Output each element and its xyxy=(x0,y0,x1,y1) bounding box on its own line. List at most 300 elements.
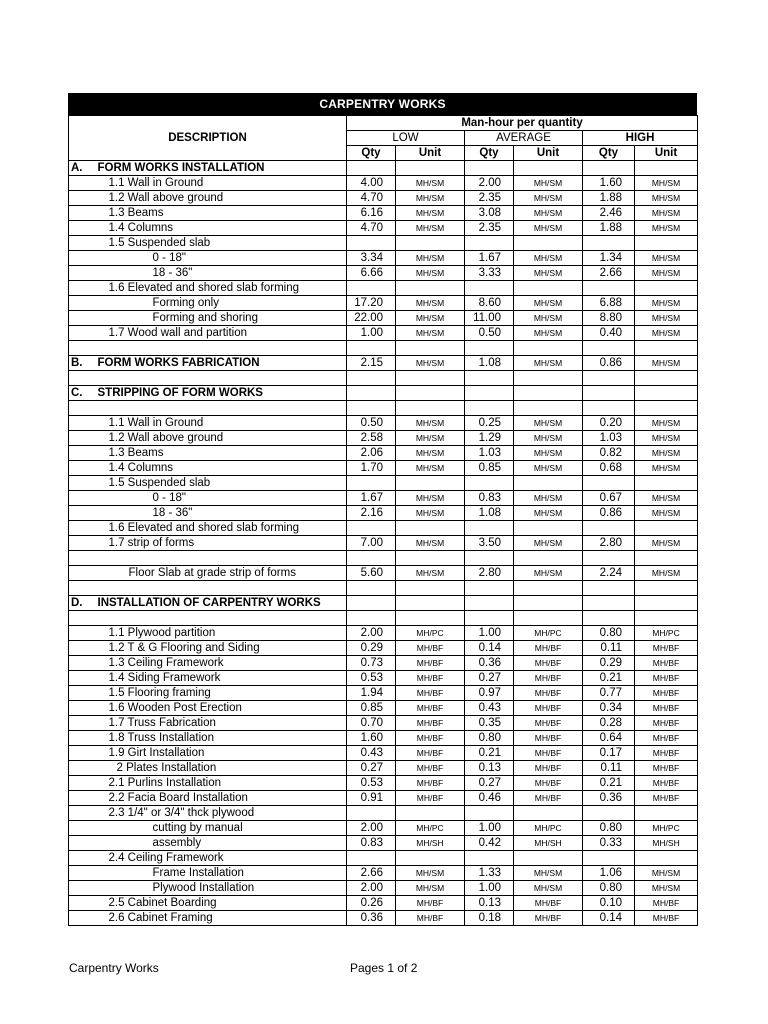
section-row xyxy=(69,356,698,371)
table-row xyxy=(69,641,698,656)
average-unit xyxy=(514,611,583,626)
low-unit: MH/SM xyxy=(396,221,465,236)
section-letter xyxy=(69,521,97,536)
low-qty: 0.53 xyxy=(347,671,396,686)
low-qty xyxy=(347,551,396,566)
high-qty: 0.36 xyxy=(583,791,635,806)
description-text: 2.6 Cabinet Framing xyxy=(108,911,213,924)
average-unit xyxy=(514,236,583,251)
average-qty: 3.08 xyxy=(465,206,514,221)
average-qty: 0.83 xyxy=(465,491,514,506)
high-unit: MH/BF xyxy=(635,911,698,926)
item-description xyxy=(97,416,347,431)
average-qty xyxy=(465,551,514,566)
average-qty: 1.08 xyxy=(465,356,514,371)
high-qty: 0.82 xyxy=(583,446,635,461)
high-qty: 0.29 xyxy=(583,656,635,671)
high-unit: MH/SM xyxy=(635,536,698,551)
high-unit: MH/SM xyxy=(635,416,698,431)
section-letter xyxy=(69,326,97,341)
high-qty: 8.80 xyxy=(583,311,635,326)
average-unit: MH/BF xyxy=(514,791,583,806)
average-unit: MH/BF xyxy=(514,746,583,761)
average-unit: MH/BF xyxy=(514,671,583,686)
table-row xyxy=(69,191,698,206)
average-qty xyxy=(465,386,514,401)
table-row xyxy=(69,281,698,296)
low-unit: MH/SM xyxy=(396,506,465,521)
low-unit: MH/SM xyxy=(396,866,465,881)
high-unit xyxy=(635,596,698,611)
description-text: 1.2 T & G Flooring and Siding xyxy=(108,641,260,654)
high-qty: 0.11 xyxy=(583,761,635,776)
table-row xyxy=(69,581,698,596)
item-description xyxy=(97,176,347,191)
low-qty: 0.36 xyxy=(347,911,396,926)
low-header: LOW xyxy=(347,131,465,146)
high-qty: 0.20 xyxy=(583,416,635,431)
item-description xyxy=(97,656,347,671)
high-qty xyxy=(583,401,635,416)
high-unit: MH/SM xyxy=(635,431,698,446)
high-qty: 1.88 xyxy=(583,191,635,206)
high-qty: 1.88 xyxy=(583,221,635,236)
high-unit-header: Unit xyxy=(635,146,698,161)
average-qty: 3.50 xyxy=(465,536,514,551)
item-description xyxy=(97,731,347,746)
description-text: 2.4 Ceiling Framework xyxy=(108,851,224,864)
high-qty: 0.21 xyxy=(583,776,635,791)
description-text: 1.1 Wall in Ground xyxy=(108,176,204,189)
section-letter xyxy=(69,341,97,356)
high-unit xyxy=(635,161,698,176)
description-text: 2.3 1/4" or 3/4" thck plywood xyxy=(108,806,255,819)
average-qty xyxy=(465,401,514,416)
item-description xyxy=(97,836,347,851)
carpentry-sheet xyxy=(68,93,697,926)
table-row xyxy=(69,746,698,761)
section-letter xyxy=(69,881,97,896)
item-description xyxy=(97,626,347,641)
description-text: 1.5 Suspended slab xyxy=(108,236,211,249)
average-unit: MH/BF xyxy=(514,731,583,746)
low-qty: 1.00 xyxy=(347,326,396,341)
description-text: 1.7 strip of forms xyxy=(108,536,195,549)
high-qty: 2.80 xyxy=(583,536,635,551)
average-qty-header: Qty xyxy=(465,146,514,161)
high-unit: MH/BF xyxy=(635,656,698,671)
average-unit: MH/SM xyxy=(514,446,583,461)
high-unit: MH/BF xyxy=(635,671,698,686)
average-unit: MH/SM xyxy=(514,191,583,206)
low-qty xyxy=(347,806,396,821)
low-unit xyxy=(396,401,465,416)
description-text: 1.3 Ceiling Framework xyxy=(108,656,224,669)
low-qty: 0.29 xyxy=(347,641,396,656)
average-qty xyxy=(465,521,514,536)
description-text: 2.2 Facia Board Installation xyxy=(108,791,248,804)
average-qty: 0.97 xyxy=(465,686,514,701)
high-qty xyxy=(583,386,635,401)
table-row xyxy=(69,536,698,551)
item-description xyxy=(97,776,347,791)
item-description xyxy=(97,761,347,776)
section-letter xyxy=(69,506,97,521)
high-unit: MH/BF xyxy=(635,761,698,776)
low-qty: 0.85 xyxy=(347,701,396,716)
average-qty xyxy=(465,161,514,176)
high-qty xyxy=(583,341,635,356)
low-unit-header: Unit xyxy=(396,146,465,161)
section-letter xyxy=(69,431,97,446)
description-text: FORM WORKS FABRICATION xyxy=(97,356,260,369)
high-unit xyxy=(635,611,698,626)
low-qty xyxy=(347,341,396,356)
description-text: 1.2 Wall above ground xyxy=(108,191,224,204)
average-qty xyxy=(465,371,514,386)
section-letter xyxy=(69,236,97,251)
table-row xyxy=(69,296,698,311)
description-text: 2.5 Cabinet Boarding xyxy=(108,896,217,909)
average-qty: 0.13 xyxy=(465,761,514,776)
section-letter xyxy=(69,446,97,461)
low-qty: 0.53 xyxy=(347,776,396,791)
low-unit: MH/SM xyxy=(396,446,465,461)
average-qty: 2.35 xyxy=(465,191,514,206)
low-qty: 0.43 xyxy=(347,746,396,761)
section-row xyxy=(69,161,698,176)
low-unit: MH/SM xyxy=(396,356,465,371)
low-qty xyxy=(347,371,396,386)
high-qty: 0.21 xyxy=(583,671,635,686)
high-qty xyxy=(583,611,635,626)
high-unit: MH/BF xyxy=(635,791,698,806)
low-unit: MH/SM xyxy=(396,566,465,581)
item-description xyxy=(97,371,347,386)
average-qty: 0.35 xyxy=(465,716,514,731)
section-title xyxy=(97,386,347,401)
item-description xyxy=(97,611,347,626)
low-qty: 0.73 xyxy=(347,656,396,671)
item-description xyxy=(97,716,347,731)
table-row xyxy=(69,671,698,686)
section-letter xyxy=(69,476,97,491)
high-unit: MH/SM xyxy=(635,866,698,881)
section-letter xyxy=(69,461,97,476)
description-text: 1.5 Flooring framing xyxy=(108,686,211,699)
section-letter xyxy=(69,896,97,911)
section-title xyxy=(97,161,347,176)
sheet-title: CARPENTRY WORKS xyxy=(68,93,697,115)
item-description xyxy=(97,791,347,806)
high-unit: MH/SM xyxy=(635,221,698,236)
average-unit: MH/SM xyxy=(514,251,583,266)
low-qty: 3.34 xyxy=(347,251,396,266)
low-qty: 1.67 xyxy=(347,491,396,506)
low-qty: 2.00 xyxy=(347,881,396,896)
section-letter xyxy=(69,866,97,881)
high-unit: MH/BF xyxy=(635,701,698,716)
description-text: 1.4 Siding Framework xyxy=(108,671,221,684)
low-qty xyxy=(347,401,396,416)
table-row xyxy=(69,701,698,716)
table-row xyxy=(69,551,698,566)
average-qty: 0.42 xyxy=(465,836,514,851)
table-row xyxy=(69,656,698,671)
average-unit xyxy=(514,281,583,296)
low-qty-header: Qty xyxy=(347,146,396,161)
table-row xyxy=(69,251,698,266)
section-letter xyxy=(69,401,97,416)
high-unit: MH/SM xyxy=(635,461,698,476)
description-text: 1.8 Truss Installation xyxy=(108,731,214,744)
section-letter xyxy=(69,296,97,311)
table-row xyxy=(69,431,698,446)
high-unit xyxy=(635,521,698,536)
low-qty xyxy=(347,851,396,866)
high-qty: 0.33 xyxy=(583,836,635,851)
average-unit: MH/SM xyxy=(514,431,583,446)
high-qty: 2.46 xyxy=(583,206,635,221)
table-row xyxy=(69,311,698,326)
low-qty xyxy=(347,581,396,596)
description-text: STRIPPING OF FORM WORKS xyxy=(97,386,263,399)
average-qty: 2.80 xyxy=(465,566,514,581)
low-qty xyxy=(347,521,396,536)
high-qty xyxy=(583,851,635,866)
section-letter xyxy=(69,716,97,731)
item-description xyxy=(97,566,347,581)
high-unit: MH/SM xyxy=(635,251,698,266)
high-qty: 0.86 xyxy=(583,356,635,371)
low-qty: 4.70 xyxy=(347,221,396,236)
average-unit: MH/SM xyxy=(514,566,583,581)
item-description xyxy=(97,221,347,236)
low-unit xyxy=(396,806,465,821)
low-qty: 6.66 xyxy=(347,266,396,281)
table-row xyxy=(69,476,698,491)
section-letter xyxy=(69,656,97,671)
average-unit: MH/SM xyxy=(514,296,583,311)
high-qty: 0.68 xyxy=(583,461,635,476)
description-text: Plywood Installation xyxy=(152,881,255,894)
average-unit: MH/SM xyxy=(514,176,583,191)
high-qty xyxy=(583,476,635,491)
low-qty: 7.00 xyxy=(347,536,396,551)
average-qty: 0.43 xyxy=(465,701,514,716)
average-qty xyxy=(465,476,514,491)
low-unit: MH/SM xyxy=(396,296,465,311)
description-text: Forming only xyxy=(152,296,219,309)
average-qty: 0.85 xyxy=(465,461,514,476)
high-unit: MH/BF xyxy=(635,641,698,656)
high-qty: 0.17 xyxy=(583,746,635,761)
average-unit xyxy=(514,806,583,821)
description-text: 1.2 Wall above ground xyxy=(108,431,224,444)
high-qty xyxy=(583,806,635,821)
high-qty: 0.67 xyxy=(583,491,635,506)
high-qty: 0.10 xyxy=(583,896,635,911)
high-unit: MH/BF xyxy=(635,896,698,911)
high-qty: 0.34 xyxy=(583,701,635,716)
section-letter xyxy=(69,221,97,236)
low-qty xyxy=(347,281,396,296)
average-unit xyxy=(514,551,583,566)
low-unit: MH/BF xyxy=(396,791,465,806)
high-qty: 0.77 xyxy=(583,686,635,701)
average-unit: MH/SM xyxy=(514,536,583,551)
manhour-table xyxy=(68,115,698,926)
table-row xyxy=(69,866,698,881)
average-qty xyxy=(465,581,514,596)
high-qty: 0.40 xyxy=(583,326,635,341)
low-qty: 2.16 xyxy=(347,506,396,521)
footer-doc-name: Carpentry Works xyxy=(69,961,159,975)
low-qty: 5.60 xyxy=(347,566,396,581)
item-description xyxy=(97,701,347,716)
high-qty: 1.34 xyxy=(583,251,635,266)
high-unit: MH/BF xyxy=(635,731,698,746)
average-qty: 0.27 xyxy=(465,671,514,686)
low-unit xyxy=(396,371,465,386)
low-unit: MH/BF xyxy=(396,911,465,926)
low-qty: 1.94 xyxy=(347,686,396,701)
high-unit: MH/SH xyxy=(635,836,698,851)
table-row xyxy=(69,776,698,791)
low-unit: MH/BF xyxy=(396,896,465,911)
high-unit: MH/BF xyxy=(635,686,698,701)
average-unit: MH/BF xyxy=(514,656,583,671)
average-unit: MH/SM xyxy=(514,206,583,221)
table-row xyxy=(69,491,698,506)
low-unit: MH/BF xyxy=(396,656,465,671)
average-qty: 1.33 xyxy=(465,866,514,881)
high-unit xyxy=(635,551,698,566)
description-text: 1.3 Beams xyxy=(108,206,164,219)
item-description xyxy=(97,851,347,866)
high-qty: 2.24 xyxy=(583,566,635,581)
low-unit: MH/SM xyxy=(396,881,465,896)
average-qty: 0.36 xyxy=(465,656,514,671)
item-description xyxy=(97,431,347,446)
high-qty xyxy=(583,236,635,251)
average-unit: MH/BF xyxy=(514,911,583,926)
high-qty xyxy=(583,596,635,611)
average-unit xyxy=(514,161,583,176)
high-unit xyxy=(635,581,698,596)
average-unit: MH/BF xyxy=(514,896,583,911)
average-unit: MH/SM xyxy=(514,221,583,236)
average-unit: MH/BF xyxy=(514,761,583,776)
description-text: 1.1 Plywood partition xyxy=(108,626,216,639)
low-unit xyxy=(396,161,465,176)
table-row xyxy=(69,851,698,866)
description-text: 1.1 Wall in Ground xyxy=(108,416,204,429)
high-qty: 2.66 xyxy=(583,266,635,281)
high-unit: MH/SM xyxy=(635,491,698,506)
average-qty: 2.35 xyxy=(465,221,514,236)
item-description xyxy=(97,911,347,926)
low-unit: MH/SM xyxy=(396,311,465,326)
average-unit: MH/PC xyxy=(514,821,583,836)
high-qty: 0.80 xyxy=(583,881,635,896)
low-qty: 22.00 xyxy=(347,311,396,326)
average-qty: 2.00 xyxy=(465,176,514,191)
section-letter xyxy=(69,761,97,776)
low-unit: MH/SM xyxy=(396,251,465,266)
low-unit: MH/SM xyxy=(396,326,465,341)
table-row xyxy=(69,686,698,701)
low-unit: MH/SM xyxy=(396,191,465,206)
average-qty: 0.46 xyxy=(465,791,514,806)
low-qty xyxy=(347,596,396,611)
section-letter xyxy=(69,641,97,656)
section-letter xyxy=(69,371,97,386)
low-unit: MH/SH xyxy=(396,836,465,851)
description-text: cutting by manual xyxy=(152,821,243,834)
section-letter xyxy=(69,701,97,716)
low-qty: 4.70 xyxy=(347,191,396,206)
high-qty: 0.80 xyxy=(583,821,635,836)
high-qty: 0.80 xyxy=(583,626,635,641)
item-description xyxy=(97,521,347,536)
description-text: 2 Plates Installation xyxy=(116,761,217,774)
low-qty: 1.60 xyxy=(347,731,396,746)
high-unit: MH/SM xyxy=(635,566,698,581)
high-qty xyxy=(583,581,635,596)
low-unit xyxy=(396,341,465,356)
section-letter xyxy=(69,191,97,206)
table-row xyxy=(69,221,698,236)
description-text: 1.4 Columns xyxy=(108,221,174,234)
average-unit: MH/BF xyxy=(514,686,583,701)
item-description xyxy=(97,296,347,311)
table-row xyxy=(69,236,698,251)
section-letter: D. xyxy=(69,596,97,611)
low-unit: MH/SM xyxy=(396,461,465,476)
average-unit xyxy=(514,851,583,866)
section-letter xyxy=(69,581,97,596)
high-qty: 1.06 xyxy=(583,866,635,881)
average-qty: 0.18 xyxy=(465,911,514,926)
average-unit xyxy=(514,596,583,611)
table-row xyxy=(69,416,698,431)
high-unit xyxy=(635,851,698,866)
high-unit xyxy=(635,341,698,356)
average-qty: 1.00 xyxy=(465,626,514,641)
low-qty: 6.16 xyxy=(347,206,396,221)
item-description xyxy=(97,236,347,251)
high-unit: MH/BF xyxy=(635,776,698,791)
average-qty: 1.67 xyxy=(465,251,514,266)
low-unit: MH/BF xyxy=(396,716,465,731)
section-letter xyxy=(69,281,97,296)
average-qty xyxy=(465,596,514,611)
low-unit xyxy=(396,611,465,626)
section-letter xyxy=(69,251,97,266)
average-unit: MH/SM xyxy=(514,326,583,341)
average-qty xyxy=(465,851,514,866)
description-text: 0 - 18" xyxy=(152,251,186,264)
section-row xyxy=(69,386,698,401)
average-qty: 0.50 xyxy=(465,326,514,341)
high-unit: MH/SM xyxy=(635,881,698,896)
high-unit xyxy=(635,476,698,491)
section-letter xyxy=(69,626,97,641)
item-description xyxy=(97,266,347,281)
high-qty xyxy=(583,551,635,566)
low-unit: MH/SM xyxy=(396,206,465,221)
